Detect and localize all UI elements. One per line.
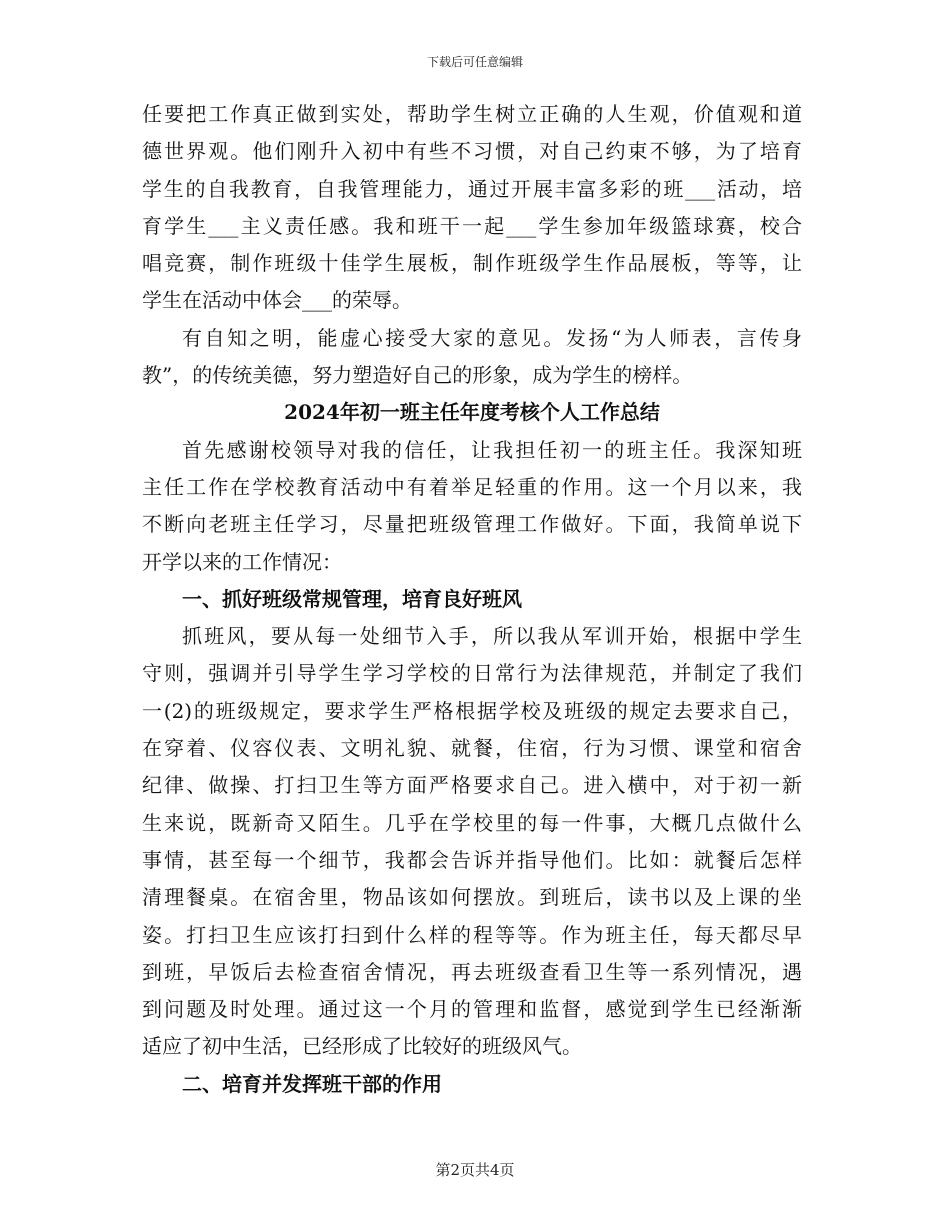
section-heading: 二、培育并发挥班干部的作用 [182,1071,442,1096]
body-line: 守则，强调并引导学生学习学校的日常行为法律规范，并制定了我们 [142,661,802,686]
body-line: 抓班风，要从每一处细节入手，所以我从军训开始，根据中学生 [182,624,802,649]
document-body [142,96,802,1103]
body-line: 学生的自我教育，自我管理能力，通过开展丰富多彩的班___活动，培 [142,176,802,201]
body-line: 到班，早饭后去检查宿舍情况，再去班级查看卫生等一系列情况，遇 [142,959,802,984]
page-header: 下载后可任意编辑 [426,55,523,69]
document-title: 2024年初一班主任年度考核个人工作总结 [284,400,660,425]
body-line: 清理餐桌。在宿舍里，物品该如何摆放。到班后，读书以及上课的坐 [142,885,802,910]
body-line: 事情，甚至每一个细节，我都会告诉并指导他们。比如：就餐后怎样 [142,847,802,872]
body-line: 教”，的传统美德，努力塑造好自己的形象，成为学生的榜样。 [142,363,693,388]
body-line: 纪律、做操、打扫卫生等方面严格要求自己。进入横中，对于初一新 [142,773,802,798]
body-line: 生来说，既新奇又陌生。几乎在学校里的每一件事，大概几点做什么 [142,810,802,835]
section-heading: 一、抓好班级常规管理，培育良好班风 [182,586,522,611]
body-line: 不断向老班主任学习，尽量把班级管理工作做好。下面，我简单说下 [142,512,802,537]
body-line: 一(2)的班级规定，要求学生严格根据学校及班级的规定去要求自己， [142,698,802,723]
body-line: 唱竞赛，制作班级十佳学生展板，制作班级学生作品展板，等等，让 [142,251,802,276]
body-line: 首先感谢校领导对我的信任，让我担任初一的班主任。我深知班 [182,437,802,462]
body-line: 适应了初中生活，已经形成了比较好的班级风气。 [142,1034,582,1059]
body-line: 在穿着、仪容仪表、文明礼貌、就餐，住宿，行为习惯、课堂和宿舍 [142,736,802,761]
body-line: 有自知之明，能虚心接受大家的意见。发扬“为人师表，言传身 [182,325,802,350]
body-line: 育学生___主义责任感。我和班干一起___学生参加年级篮球赛，校合 [142,213,802,238]
page-footer: 第2页共4页 [435,1161,515,1179]
body-line: 德世界观。他们刚升入初中有些不习惯，对自己约束不够，为了培育 [142,139,802,164]
body-line: 到问题及时处理。通过这一个月的管理和监督，感觉到学生已经渐渐 [142,997,802,1022]
body-line: 主任工作在学校教育活动中有着举足轻重的作用。这一个月以来，我 [142,474,802,499]
body-line: 开学以来的工作情况： [142,549,342,574]
body-line: 姿。打扫卫生应该打扫到什么样的程等等。作为班主任，每天都尽早 [142,922,802,947]
body-line: 任要把工作真正做到实处，帮助学生树立正确的人生观，价值观和道 [142,102,802,126]
body-line: 学生在活动中体会___的荣辱。 [142,288,412,313]
